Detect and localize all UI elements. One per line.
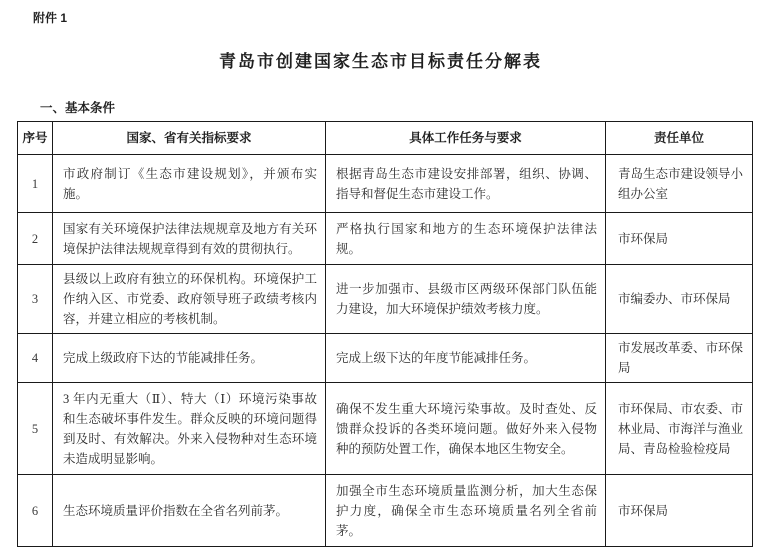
header-cell-requirement: 国家、省有关指标要求 <box>53 122 326 155</box>
header-cell-no: 序号 <box>18 122 53 155</box>
unit-cell: 市发展改革委、市环保局 <box>606 334 753 383</box>
requirement-cell: 国家有关环境保护法律法规规章及地方有关环境保护法律法规规章得到有效的贯彻执行。 <box>53 213 326 265</box>
row-number-cell: 1 <box>18 155 53 213</box>
unit-cell: 市环保局 <box>606 213 753 265</box>
header-cell-task: 具体工作任务与要求 <box>326 122 606 155</box>
table-row <box>18 155 753 213</box>
page-title: 青岛市创建国家生态市目标责任分解表 <box>219 52 542 71</box>
table-row <box>18 334 753 383</box>
table-row <box>18 213 753 265</box>
task-cell: 完成上级下达的年度节能减排任务。 <box>326 334 606 383</box>
row-number-cell: 3 <box>18 265 53 334</box>
task-cell: 进一步加强市、县级市区两级环保部门队伍能力建设，加大环境保护绩效考核力度。 <box>326 265 606 334</box>
requirement-cell: 县级以上政府有独立的环保机构。环境保护工作纳入区、市党委、政府领导班子政绩考核内容，并建立相应的考核机制。 <box>53 265 326 334</box>
row-number-cell: 6 <box>18 475 53 547</box>
row-number-cell: 2 <box>18 213 53 265</box>
row-number-cell: 4 <box>18 334 53 383</box>
requirement-cell: 完成上级政府下达的节能减排任务。 <box>53 334 326 383</box>
table-row <box>18 265 753 334</box>
row-number-cell: 5 <box>18 383 53 475</box>
task-cell: 根据青岛生态市建设安排部署，组织、协调、指导和督促生态市建设工作。 <box>326 155 606 213</box>
requirement-cell: 生态环境质量评价指数在全省名列前茅。 <box>53 475 326 547</box>
table-row <box>18 383 753 475</box>
unit-cell: 市编委办、市环保局 <box>606 265 753 334</box>
unit-cell: 青岛生态市建设领导小组办公室 <box>606 155 753 213</box>
section-heading: 一、基本条件 <box>40 101 116 115</box>
unit-cell: 市环保局、市农委、市林业局、市海洋与渔业局、青岛检验检疫局 <box>606 383 753 475</box>
header-cell-unit: 责任单位 <box>606 122 753 155</box>
requirement-cell: 3 年内无重大（Ⅱ）、特大（Ⅰ）环境污染事故和生态破坏事件发生。群众反映的环境问题得到及时、有效解决。外来入侵物种对生态环境未造成明显影响。 <box>53 383 326 475</box>
attachment-label: 附件 1 <box>33 11 68 25</box>
task-cell: 加强全市生态环境质量监测分析，加大生态保护力度，确保全市生态环境质量名列全省前茅。 <box>326 475 606 547</box>
task-cell: 确保不发生重大环境污染事故。及时查处、反馈群众投诉的各类环境问题。做好外来入侵物种的预防处置工作，确保本地区生物安全。 <box>326 383 606 475</box>
table-header-row <box>18 122 753 155</box>
table-row <box>18 475 753 547</box>
requirement-cell: 市政府制订《生态市建设规划》，并颁布实施。 <box>53 155 326 213</box>
responsibility-table <box>17 121 753 547</box>
task-cell: 严格执行国家和地方的生态环境保护法律法规。 <box>326 213 606 265</box>
unit-cell: 市环保局 <box>606 475 753 547</box>
